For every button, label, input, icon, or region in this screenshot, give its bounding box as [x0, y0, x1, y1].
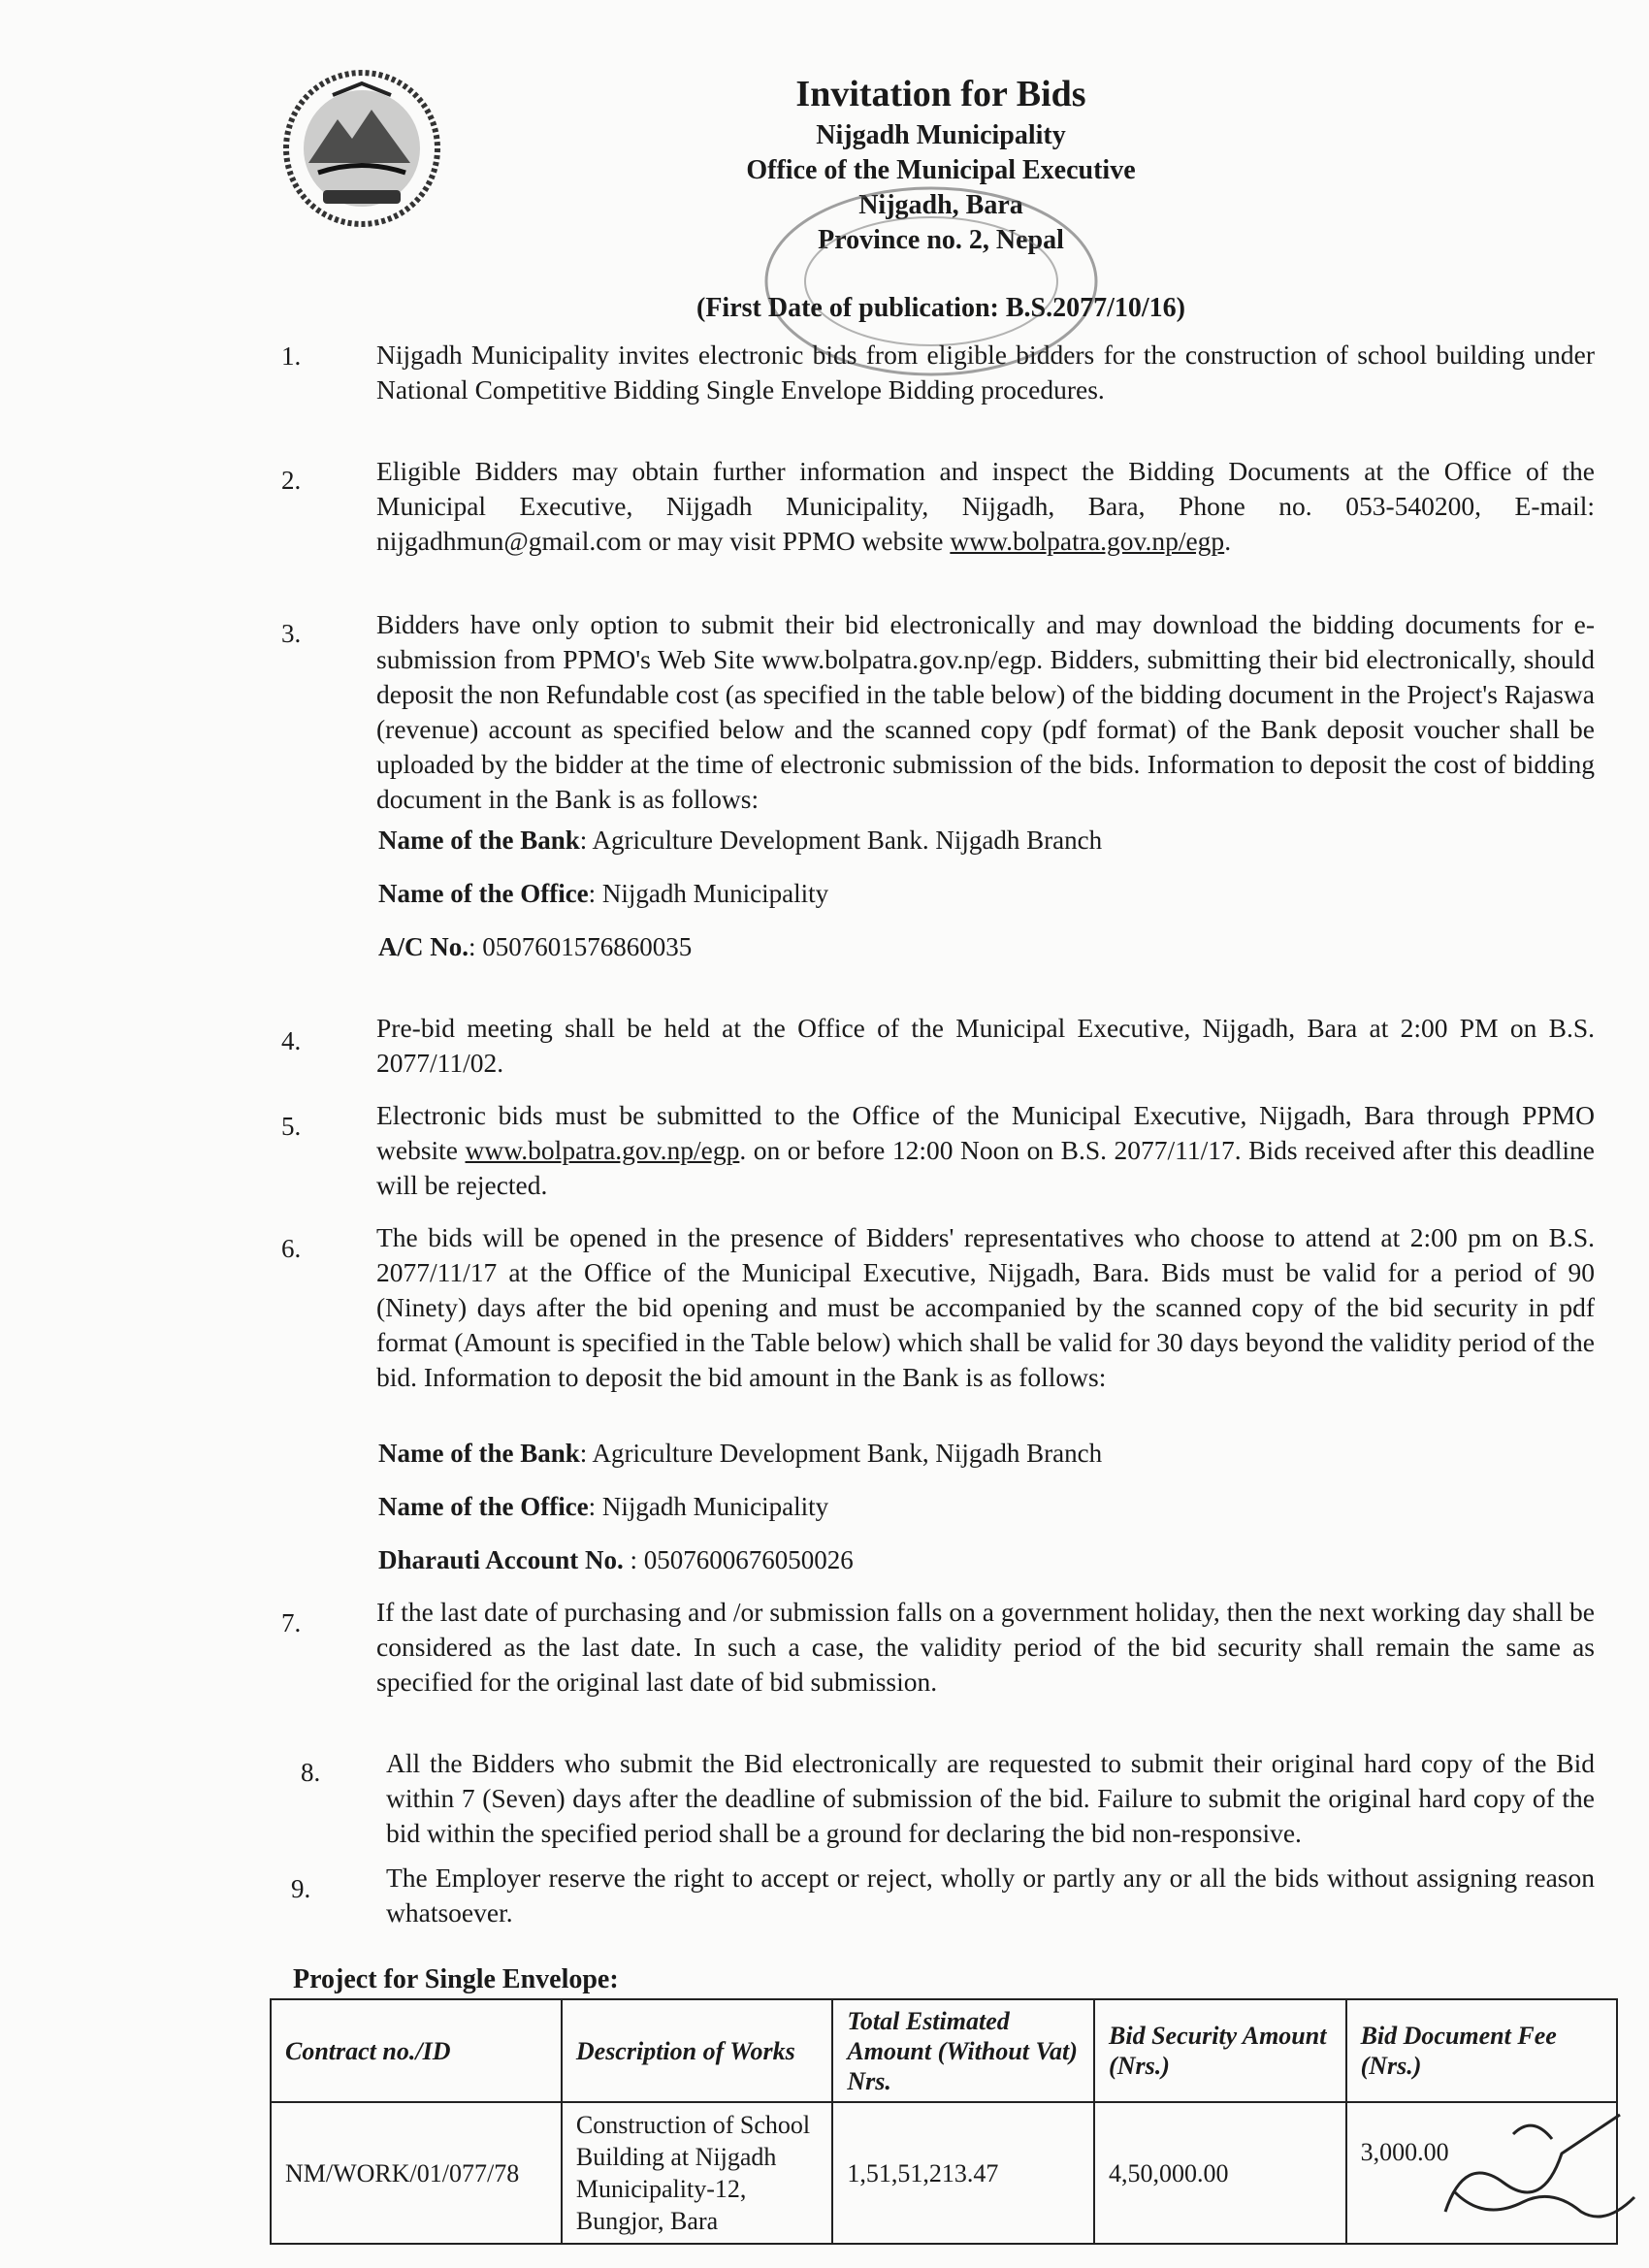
province-line: Province no. 2, Nepal [818, 225, 1064, 255]
column-header: Bid Document Fee (Nrs.) [1346, 1999, 1617, 2102]
item-number: 3. [281, 619, 302, 648]
document-title: Invitation for Bids [795, 74, 1086, 114]
description-cell: Construction of School Building at Nijgadh Municipality-12, Bungjor, Bara [562, 2102, 833, 2244]
ppmo-website-link[interactable]: www.bolpatra.gov.np/egp [950, 526, 1225, 556]
item-number: 7. [281, 1608, 302, 1637]
item-number: 4. [281, 1026, 302, 1055]
ppmo-website-link[interactable]: www.bolpatra.gov.np/egp [465, 1135, 740, 1165]
project-table [270, 1998, 1618, 2245]
bid-security-cell: 4,50,000.00 [1094, 2102, 1346, 2244]
item-number: 2. [281, 466, 302, 495]
item-text: Bidders have only option to submit their bid electronically and may download the bidding documents for e-submission from PPMO's Web Site www.bolpatra.gov.np/egp. Bidders, submitting their bid electronically, should deposit the non Refundable cost (as specified in the table below) of the bidding document in the Project's Rajaswa (revenue) account as specified below and the scanned copy (pdf format) of the Bank deposit voucher shall be uploaded by the bidder at the time of electronic submission of the bids. Information to deposit the cost of bidding document in the Bank is as follows: [376, 609, 1595, 814]
office-name-line: Name of the Office: Nijgadh Municipality [378, 1492, 829, 1521]
item-text: Eligible Bidders may obtain further information and inspect the Bidding Documents at the Office of the Municipal Executive, Nijgadh Municipality, Nijgadh, Bara, Phone no. 053-540200, E-mail: nijgadhmun@gmail.com or may visit PPMO website www.bolpatra.gov.np/egp. [376, 456, 1595, 556]
column-header: Description of Works [562, 1999, 833, 2102]
first-publication-date: (First Date of publication: B.S.2077/10/16) [696, 293, 1185, 323]
column-header: Bid Security Amount (Nrs.) [1094, 1999, 1346, 2102]
item-number: 9. [291, 1874, 311, 1903]
item-text: Pre-bid meeting shall be held at the Office of the Municipal Executive, Nijgadh, Bara at 2:00 PM on B.S. 2077/11/02. [376, 1013, 1595, 1078]
estimated-amount-cell: 1,51,51,213.47 [832, 2102, 1094, 2244]
item-number: 6. [281, 1234, 302, 1263]
item-text: The Employer reserve the right to accept or reject, wholly or partly any or all the bids without assigning reason whatsoever. [386, 1863, 1595, 1928]
item-text: All the Bidders who submit the Bid electronically are requested to submit their original hard copy of the Bid within 7 (Seven) days after the deadline of submission of the bid. Failure to submit the original hard copy of the bid within the specified period shall be a ground for declaring the bid non-responsive. [386, 1748, 1595, 1848]
item-number: 1. [281, 341, 302, 371]
item-text: The bids will be opened in the presence of Bidders' representatives who choose to attend at 2:00 pm on B.S. 2077/11/17 at the Office of the Municipal Executive, Nijgadh, Bara. Bids must be valid for a period of 90 (Ninety) days after the bid opening and must be accompanied by the scanned copy of the bid security in pdf format (Amount is specified in the Table below) which shall be valid for 30 days beyond the validity period of the bid. Information to deposit the bid amount in the Bank is as follows: [376, 1222, 1595, 1392]
account-number-line: A/C No.: 0507601576860035 [378, 932, 693, 961]
document-fee-cell: 3,000.00 [1346, 2102, 1617, 2244]
table-row [271, 2102, 1617, 2244]
dharauti-account-line: Dharauti Account No. : 0507600676050026 [378, 1545, 854, 1574]
bank-name-line: Name of the Bank: Agriculture Development Bank. Nijgadh Branch [378, 826, 1103, 855]
office-name: Office of the Municipal Executive [746, 155, 1136, 185]
item-text: If the last date of purchasing and /or submission falls on a government holiday, then the next working day shall be considered as the last date. In such a case, the validity period of the bid security shall remain the same as specified for the original last date of bid submission. [376, 1597, 1595, 1697]
office-location: Nijgadh, Bara [858, 190, 1023, 220]
column-header: Contract no./ID [271, 1999, 562, 2102]
item-number: 8. [301, 1758, 321, 1787]
office-name-line: Name of the Office: Nijgadh Municipality [378, 879, 829, 908]
signature-icon [1426, 2095, 1649, 2241]
item-number: 5. [281, 1112, 302, 1141]
municipality-name: Nijgadh Municipality [816, 120, 1066, 150]
column-header: Total Estimated Amount (Without Vat) Nrs. [832, 1999, 1094, 2102]
table-header-row [271, 1999, 1617, 2102]
item-text: Nijgadh Municipality invites electronic bids from eligible bidders for the construction of school building under National Competitive Bidding Single Envelope Bidding procedures. [376, 340, 1595, 405]
table-title: Project for Single Envelope: [293, 1964, 619, 1994]
item-text: Electronic bids must be submitted to the Office of the Municipal Executive, Nijgadh, Bara through PPMO website www.bolpatra.gov.np/egp. on or before 12:00 Noon on B.S. 2077/11/17. Bids received after this deadline will be rejected. [376, 1100, 1595, 1200]
nepal-emblem-icon [279, 66, 444, 231]
bank-name-line: Name of the Bank: Agriculture Development Bank, Nijgadh Branch [378, 1439, 1103, 1468]
contract-id-cell: NM/WORK/01/077/78 [271, 2102, 562, 2244]
